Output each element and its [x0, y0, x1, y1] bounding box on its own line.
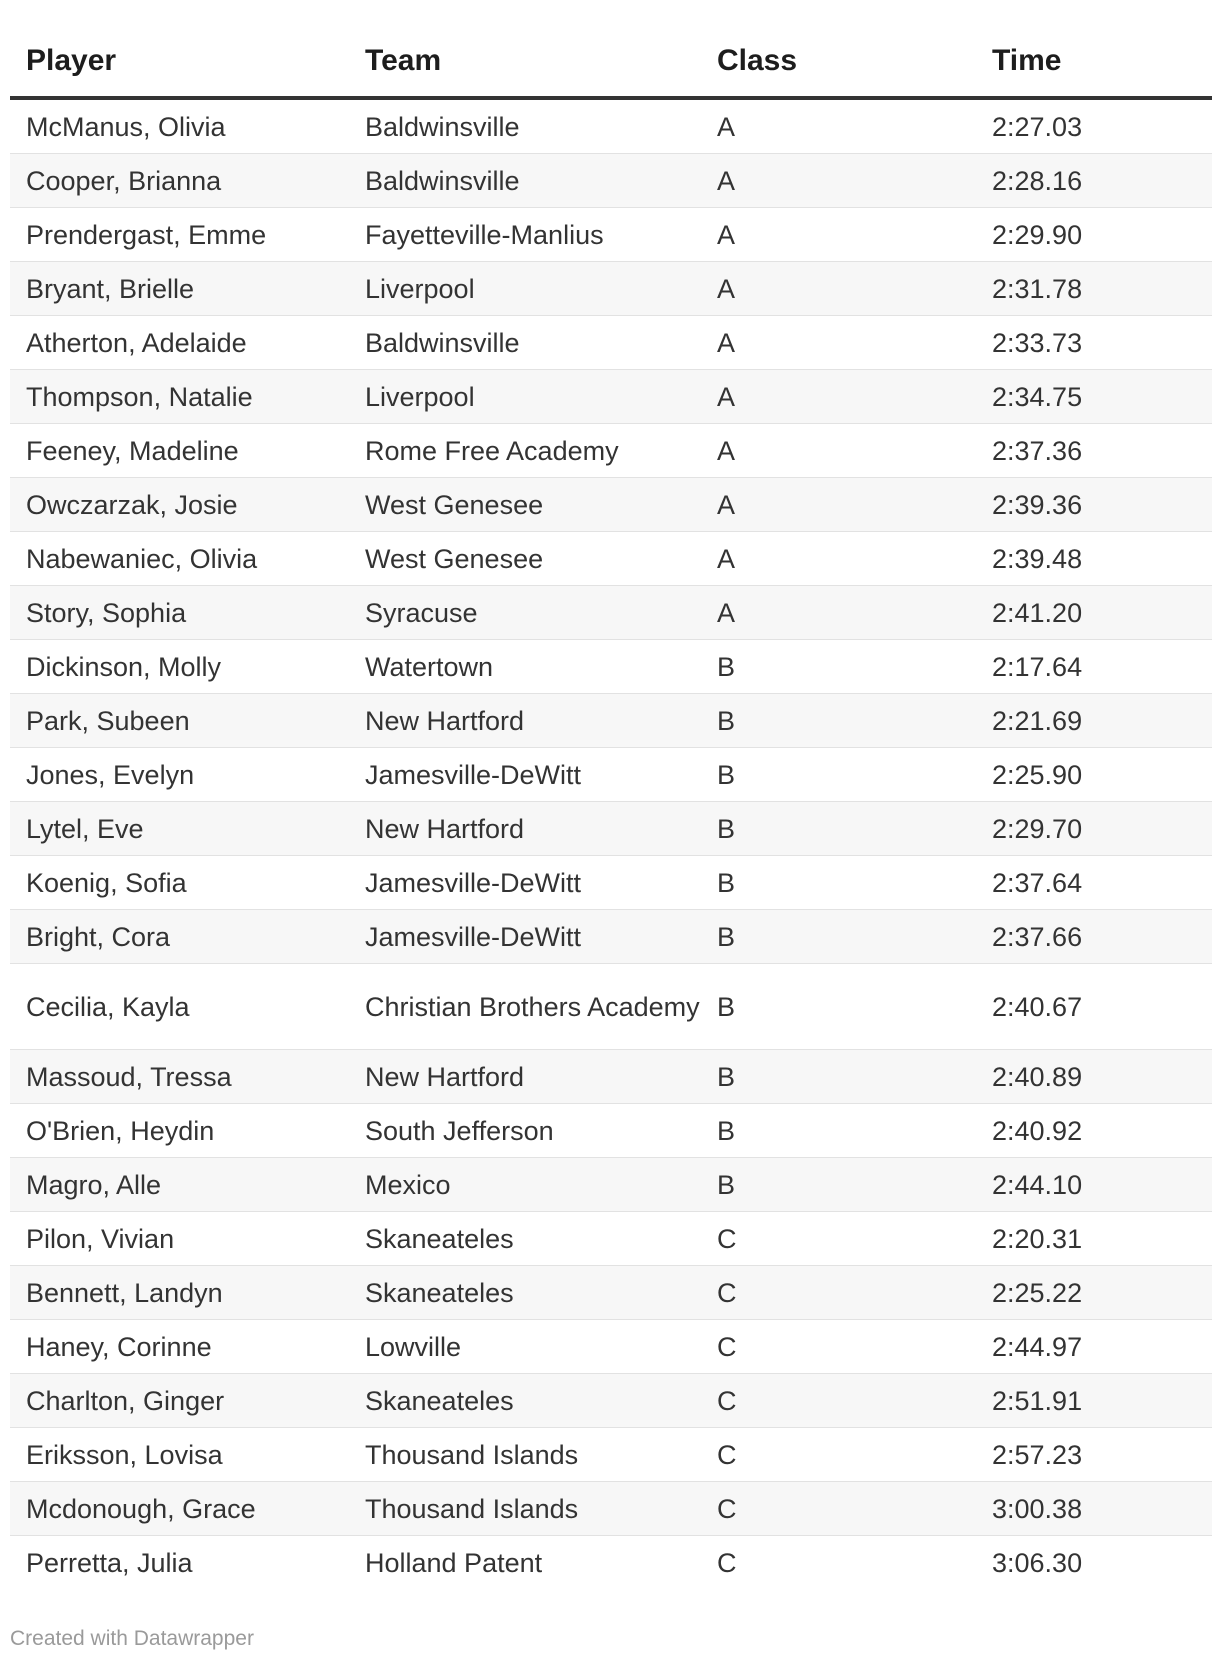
table-row	[10, 532, 1212, 586]
cell-time: 2:25.90	[976, 748, 1212, 802]
cell-class: A	[701, 262, 976, 316]
cell-time: 3:06.30	[992, 1547, 1083, 1578]
cell-player: Owczarzak, Josie	[10, 478, 349, 532]
cell-class: A	[701, 370, 976, 424]
table-row	[10, 1536, 1212, 1590]
cell-time: 3:00.38	[976, 1482, 1212, 1536]
cell-team: Liverpool	[349, 370, 701, 424]
cell-class: A	[701, 532, 976, 586]
cell-team: Skaneateles	[349, 1212, 701, 1266]
cell-team: Baldwinsville	[349, 98, 701, 154]
cell-player: Pilon, Vivian	[10, 1212, 349, 1266]
cell-class: C	[701, 1212, 976, 1266]
cell-class: C	[701, 1428, 976, 1482]
table-row	[10, 694, 1212, 748]
cell-time: 2:27.03	[976, 98, 1212, 154]
table-row	[10, 1158, 1212, 1212]
cell-time: 2:37.64	[976, 856, 1212, 910]
table-row	[10, 424, 1212, 478]
table-row	[10, 98, 1212, 154]
cell-time: 2:33.73	[976, 316, 1212, 370]
cell-class: B	[701, 1104, 976, 1158]
cell-team: Mexico	[349, 1158, 701, 1212]
results-table	[10, 30, 1212, 1589]
cell-player: Jones, Evelyn	[10, 748, 349, 802]
cell-team: Skaneateles	[349, 1374, 701, 1428]
cell-time: 2:40.89	[976, 1050, 1212, 1104]
cell-team: Baldwinsville	[349, 154, 701, 208]
cell-class: C	[701, 1374, 976, 1428]
table-row	[10, 1212, 1212, 1266]
cell-player: Bennett, Landyn	[10, 1266, 349, 1320]
cell-player: Bright, Cora	[10, 910, 349, 964]
cell-time: 2:31.78	[976, 262, 1212, 316]
cell-team: Watertown	[349, 640, 701, 694]
cell-class: A	[701, 98, 976, 154]
cell-time: 2:17.64	[976, 640, 1212, 694]
cell-team: Jamesville-DeWitt	[349, 748, 701, 802]
table-row	[10, 316, 1212, 370]
table-row	[10, 1482, 1212, 1536]
cell-player: Story, Sophia	[10, 586, 349, 640]
cell-player: O'Brien, Heydin	[10, 1104, 349, 1158]
cell-time: 2:39.48	[976, 532, 1212, 586]
cell-time: 2:29.70	[976, 802, 1212, 856]
cell-team: Fayetteville-Manlius	[349, 208, 701, 262]
table-row	[10, 802, 1212, 856]
cell-time: 2:28.16	[976, 154, 1212, 208]
table-row	[10, 1050, 1212, 1104]
table-row	[10, 1266, 1212, 1320]
cell-player: Koenig, Sofia	[10, 856, 349, 910]
cell-time: 2:21.69	[976, 694, 1212, 748]
cell-player: Mcdonough, Grace	[10, 1482, 349, 1536]
column-header-player[interactable]: Player	[10, 30, 349, 98]
cell-player: Massoud, Tressa	[10, 1050, 349, 1104]
table-row	[10, 154, 1212, 208]
column-header-time[interactable]: Time	[976, 30, 1212, 98]
cell-class: C	[701, 1482, 976, 1536]
cell-class: A	[701, 154, 976, 208]
cell-player: Cecilia, Kayla	[10, 964, 349, 1050]
cell-player: Magro, Alle	[10, 1158, 349, 1212]
cell-class: B	[701, 856, 976, 910]
cell-player: Eriksson, Lovisa	[10, 1428, 349, 1482]
cell-time: 2:44.97	[976, 1320, 1212, 1374]
header-row	[10, 30, 1212, 98]
cell-team: New Hartford	[349, 1050, 701, 1104]
datawrapper-credit[interactable]: Created with Datawrapper	[10, 1627, 254, 1650]
cell-time: 2:20.31	[976, 1212, 1212, 1266]
cell-class: B	[701, 910, 976, 964]
cell-time: 2:41.20	[976, 586, 1212, 640]
table-row	[10, 1374, 1212, 1428]
cell-class: C	[701, 1320, 976, 1374]
cell-time: 2:44.10	[976, 1158, 1212, 1212]
cell-class: B	[701, 964, 976, 1050]
cell-class: B	[701, 694, 976, 748]
cell-class: A	[701, 424, 976, 478]
cell-class: C	[717, 1547, 737, 1578]
table-row	[10, 370, 1212, 424]
column-header-class[interactable]: Class	[701, 30, 976, 98]
cell-time: 2:25.22	[976, 1266, 1212, 1320]
cell-team: Holland Patent	[365, 1547, 543, 1578]
cell-team: Jamesville-DeWitt	[349, 910, 701, 964]
cell-class: C	[701, 1266, 976, 1320]
cell-team: Rome Free Academy	[349, 424, 701, 478]
cell-player: Bryant, Brielle	[10, 262, 349, 316]
cell-time: 2:51.91	[976, 1374, 1212, 1428]
cell-team: Thousand Islands	[349, 1482, 701, 1536]
cell-player: Charlton, Ginger	[10, 1374, 349, 1428]
cell-player: Nabewaniec, Olivia	[10, 532, 349, 586]
table-row	[10, 640, 1212, 694]
cell-team: Thousand Islands	[349, 1428, 701, 1482]
cell-team: Christian Brothers Academy	[349, 964, 701, 1050]
cell-class: A	[701, 586, 976, 640]
table-row	[10, 1428, 1212, 1482]
cell-class: A	[701, 208, 976, 262]
cell-team: Liverpool	[349, 262, 701, 316]
cell-player: Atherton, Adelaide	[10, 316, 349, 370]
cell-team: Jamesville-DeWitt	[349, 856, 701, 910]
table-row	[10, 856, 1212, 910]
cell-team: West Genesee	[349, 478, 701, 532]
cell-time: 2:34.75	[976, 370, 1212, 424]
cell-player: Cooper, Brianna	[10, 154, 349, 208]
cell-class: B	[701, 748, 976, 802]
cell-team: New Hartford	[349, 694, 701, 748]
table-row	[10, 748, 1212, 802]
cell-time: 2:40.92	[976, 1104, 1212, 1158]
cell-player: Dickinson, Molly	[10, 640, 349, 694]
cell-time: 2:37.36	[976, 424, 1212, 478]
cell-time: 2:40.67	[976, 964, 1212, 1050]
cell-class: A	[701, 316, 976, 370]
table-row	[10, 262, 1212, 316]
cell-team: Baldwinsville	[349, 316, 701, 370]
cell-player: McManus, Olivia	[10, 98, 349, 154]
cell-time: 2:39.36	[976, 478, 1212, 532]
cell-class: B	[701, 640, 976, 694]
table-row	[10, 964, 1212, 1050]
cell-team: Skaneateles	[349, 1266, 701, 1320]
cell-player: Prendergast, Emme	[10, 208, 349, 262]
cell-player: Lytel, Eve	[10, 802, 349, 856]
cell-time: 2:29.90	[976, 208, 1212, 262]
cell-class: A	[701, 478, 976, 532]
cell-player: Perretta, Julia	[26, 1547, 193, 1578]
table-header	[10, 30, 1212, 98]
table-row	[10, 1320, 1212, 1374]
cell-time: 2:37.66	[976, 910, 1212, 964]
table-row	[10, 1104, 1212, 1158]
results-table-container	[10, 30, 1212, 1589]
column-header-team[interactable]: Team	[349, 30, 701, 98]
table-row	[10, 586, 1212, 640]
cell-player: Haney, Corinne	[10, 1320, 349, 1374]
table-row	[10, 208, 1212, 262]
cell-class: B	[701, 802, 976, 856]
cell-player: Park, Subeen	[10, 694, 349, 748]
cell-team: Syracuse	[349, 586, 701, 640]
table-row	[10, 478, 1212, 532]
cell-player: Feeney, Madeline	[10, 424, 349, 478]
cell-player: Thompson, Natalie	[10, 370, 349, 424]
cell-class: B	[701, 1050, 976, 1104]
cell-team: South Jefferson	[349, 1104, 701, 1158]
cell-time: 2:57.23	[976, 1428, 1212, 1482]
cell-team: New Hartford	[349, 802, 701, 856]
cell-class: B	[701, 1158, 976, 1212]
table-body	[10, 98, 1212, 1589]
cell-team: West Genesee	[349, 532, 701, 586]
table-row	[10, 910, 1212, 964]
cell-team: Lowville	[349, 1320, 701, 1374]
